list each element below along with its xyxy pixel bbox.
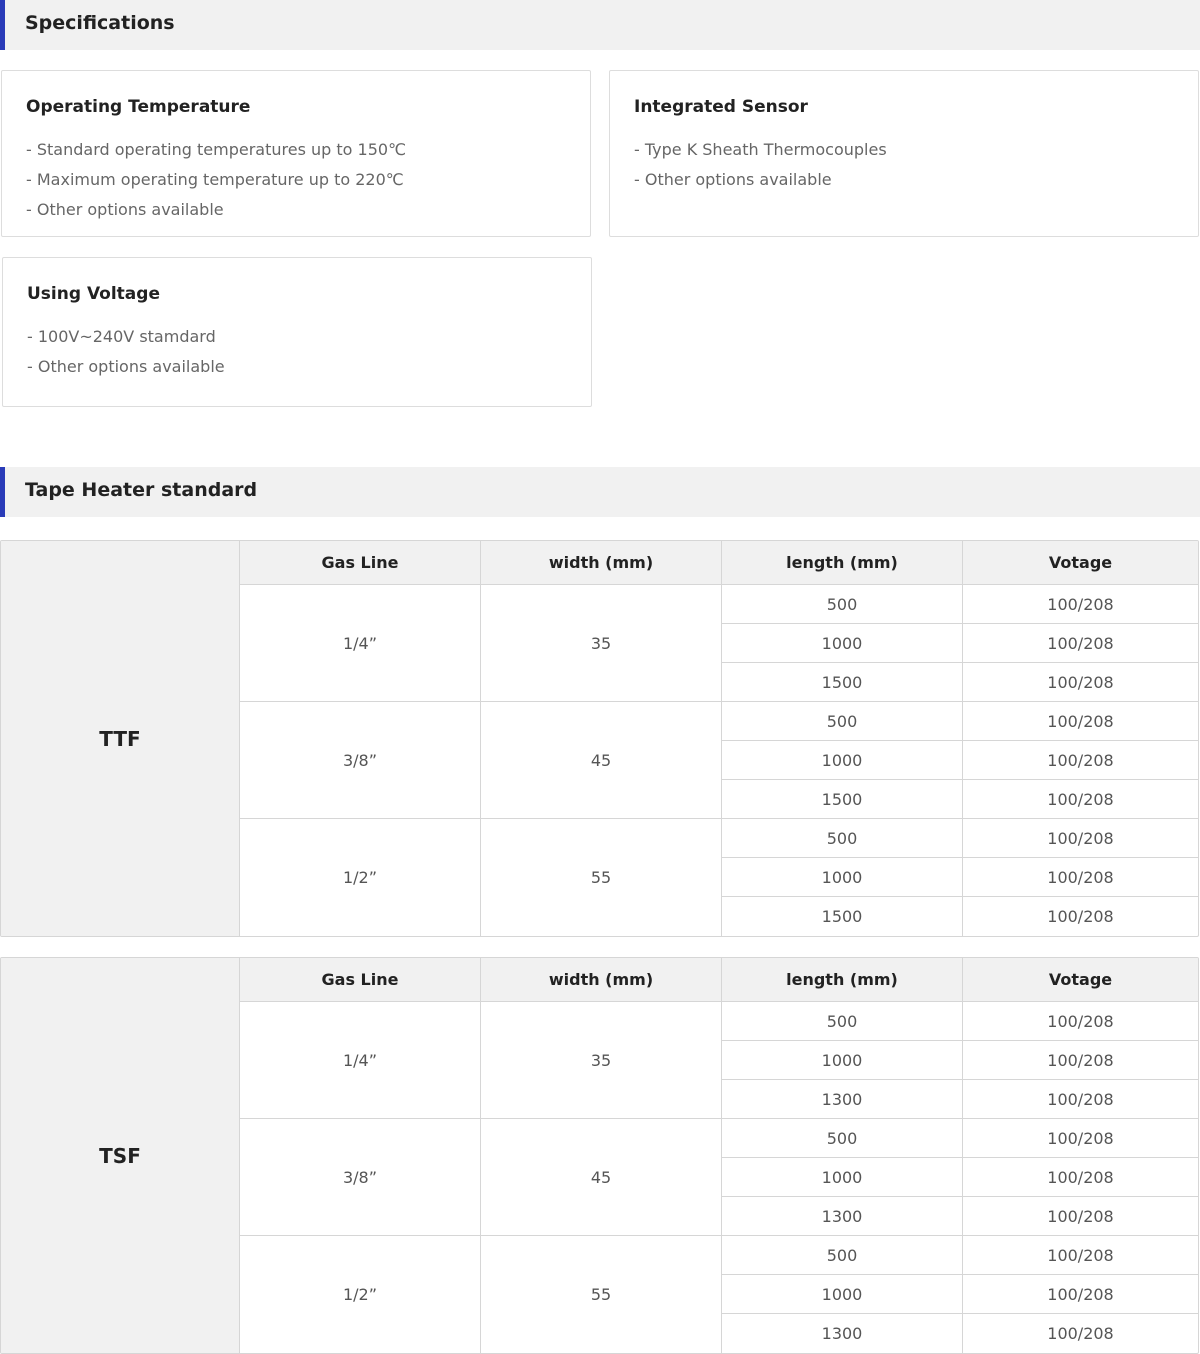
spec-item: - Maximum operating temperature up to 220℃ bbox=[26, 170, 404, 189]
spec-card-integrated-sensor bbox=[609, 70, 1199, 237]
spec-item: - 100V~240V stamdard bbox=[27, 327, 216, 346]
voltage-cell: 100/208 bbox=[963, 858, 1198, 897]
card-title: Using Voltage bbox=[27, 284, 160, 304]
length-cell: 1000 bbox=[722, 1041, 963, 1080]
model-name: TTF bbox=[1, 541, 240, 936]
length-cell: 1500 bbox=[722, 897, 963, 936]
column-header: Votage bbox=[963, 541, 1198, 585]
spec-item: - Standard operating temperatures up to 150℃ bbox=[26, 140, 407, 159]
spec-list bbox=[27, 322, 225, 382]
gas-line-cell: 1/2” bbox=[240, 1236, 481, 1353]
voltage-cell: 100/208 bbox=[1047, 1324, 1114, 1343]
section-title: Specifications bbox=[25, 12, 175, 34]
spec-table-ttf bbox=[0, 540, 1199, 937]
column-header: Votage bbox=[963, 958, 1198, 1002]
voltage-cell: 100/208 bbox=[963, 1119, 1198, 1158]
voltage-cell: 100/208 bbox=[963, 702, 1198, 741]
width-cell: 35 bbox=[481, 1002, 722, 1119]
spec-card-using-voltage bbox=[2, 257, 592, 407]
spec-item: - Type K Sheath Thermocouples bbox=[634, 140, 887, 159]
column-header: width (mm) bbox=[481, 541, 722, 585]
voltage-cell: 100/208 bbox=[963, 1041, 1198, 1080]
voltage-cell: 100/208 bbox=[963, 585, 1198, 624]
length-cell: 1300 bbox=[722, 1197, 963, 1236]
voltage-cell: 100/208 bbox=[963, 1197, 1198, 1236]
spec-item: - Other options available bbox=[26, 200, 224, 219]
gas-line-cell: 3/8” bbox=[240, 1119, 481, 1236]
length-cell: 500 bbox=[722, 585, 963, 624]
voltage-cell: 100/208 bbox=[963, 663, 1198, 702]
length-cell: 1000 bbox=[722, 858, 963, 897]
spec-card-operating-temperature bbox=[1, 70, 591, 237]
length-cell: 500 bbox=[722, 819, 963, 858]
spec-list bbox=[634, 135, 887, 195]
width-cell: 45 bbox=[481, 1119, 722, 1236]
width-cell: 55 bbox=[481, 1236, 722, 1353]
voltage-cell: 100/208 bbox=[1047, 907, 1114, 926]
model-name: TSF bbox=[1, 958, 240, 1353]
column-header: Gas Line bbox=[240, 958, 481, 1002]
length-cell: 500 bbox=[722, 1119, 963, 1158]
length-cell: 1300 bbox=[722, 1314, 963, 1353]
voltage-cell: 100/208 bbox=[963, 741, 1198, 780]
length-cell: 500 bbox=[722, 1236, 963, 1275]
length-cell: 500 bbox=[722, 1002, 963, 1041]
spec-item: - Other options available bbox=[634, 170, 832, 189]
specifications-header bbox=[0, 0, 1200, 50]
length-cell: 1000 bbox=[722, 1275, 963, 1314]
width-cell: 45 bbox=[481, 702, 722, 819]
voltage-cell: 100/208 bbox=[963, 1236, 1198, 1275]
gas-line-cell: 1/4” bbox=[240, 1002, 481, 1119]
width-cell: 55 bbox=[481, 819, 722, 936]
column-header: length (mm) bbox=[722, 958, 963, 1002]
length-cell: 1000 bbox=[722, 1158, 963, 1197]
card-title: Operating Temperature bbox=[26, 97, 251, 117]
length-cell: 500 bbox=[722, 702, 963, 741]
width-cell: 35 bbox=[481, 585, 722, 702]
length-cell: 1000 bbox=[722, 741, 963, 780]
column-header: width (mm) bbox=[481, 958, 722, 1002]
voltage-cell: 100/208 bbox=[963, 1080, 1198, 1119]
spec-item: - Other options available bbox=[27, 357, 225, 376]
length-cell: 1300 bbox=[722, 1080, 963, 1119]
voltage-cell: 100/208 bbox=[963, 624, 1198, 663]
gas-line-cell: 1/4” bbox=[240, 585, 481, 702]
card-title: Integrated Sensor bbox=[634, 97, 808, 117]
column-header: length (mm) bbox=[722, 541, 963, 585]
gas-line-cell: 3/8” bbox=[240, 702, 481, 819]
voltage-cell: 100/208 bbox=[963, 1275, 1198, 1314]
spec-list bbox=[26, 135, 406, 225]
standard-header bbox=[0, 467, 1200, 517]
length-cell: 1000 bbox=[722, 624, 963, 663]
column-header: Gas Line bbox=[240, 541, 481, 585]
gas-line-cell: 1/2” bbox=[240, 819, 481, 936]
length-cell: 1500 bbox=[722, 780, 963, 819]
voltage-cell: 100/208 bbox=[963, 780, 1198, 819]
voltage-cell: 100/208 bbox=[963, 1002, 1198, 1041]
length-cell: 1500 bbox=[722, 663, 963, 702]
section-title: Tape Heater standard bbox=[25, 479, 258, 501]
spec-table-tsf bbox=[0, 957, 1199, 1354]
voltage-cell: 100/208 bbox=[963, 1158, 1198, 1197]
voltage-cell: 100/208 bbox=[963, 819, 1198, 858]
